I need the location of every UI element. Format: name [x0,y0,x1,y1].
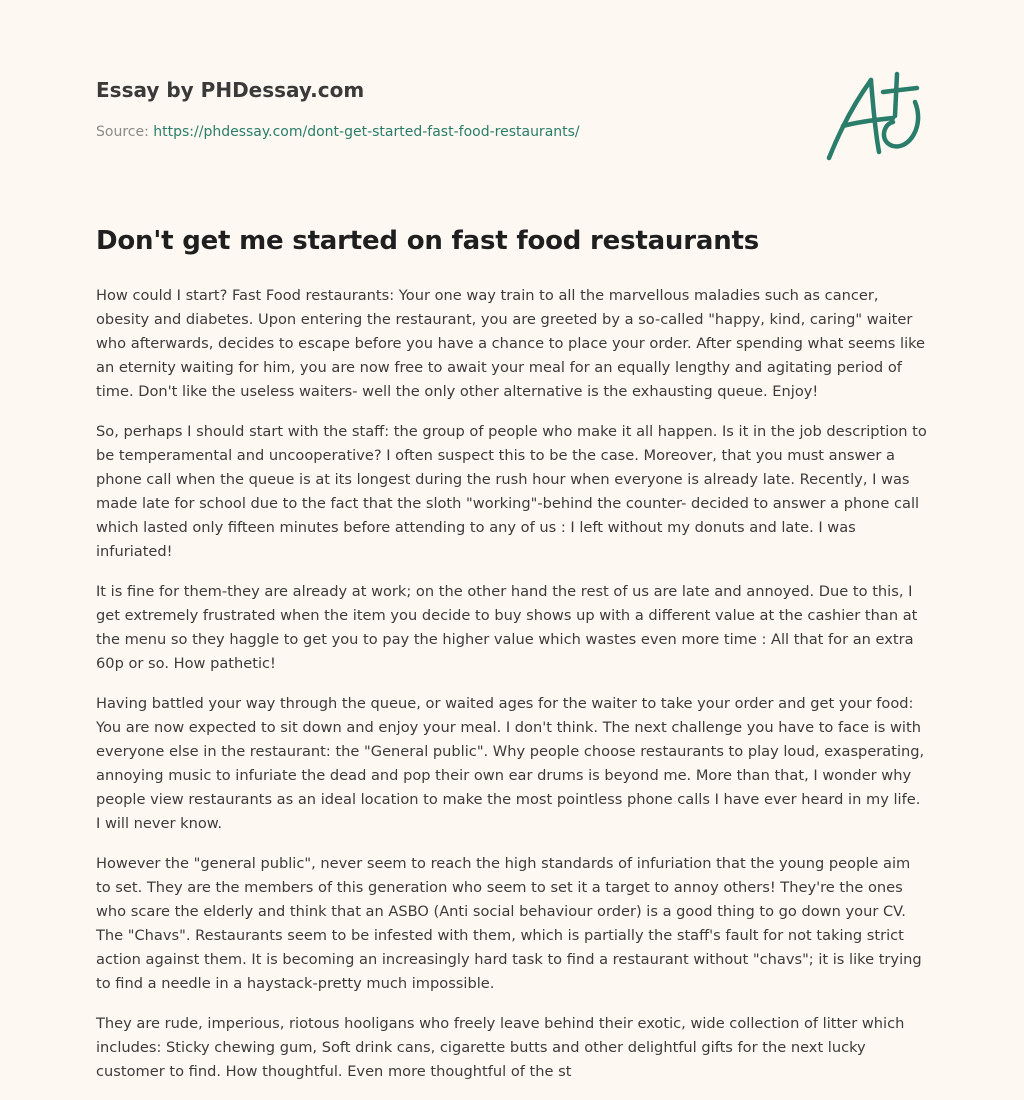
essay-paragraph: How could I start? Fast Food restaurants: Your one way train to all the marvellous maladies such as cancer, obesity and diabetes. Upon entering the restaurant, you are greeted by a so-called "happy, kind, caring" waiter who afterwards, decides to escape before you have a chance to place your order. After spending what seems like an eternity waiting for him, you are now free to await your meal for an equally lengthy and agitating period of time. Don't like the useless waiters- well the only other alternative is the exhausting queue. Enjoy! [96,287,926,400]
essay-paragraph: However the "general public", never seem to reach the high standards of infuriation that the young people aim to set. They are the members of this generation who seem to set it a target to annoy others! They're the ones who scare the elderly and think that an ASBO (Anti social behaviour order) is a good thing to go down your CV. The "Chavs". Restaurants seem to be infested with them, which is partially the staff's fault for not taking strict action against them. It is becoming an increasingly hard task to find a restaurant without "chavs"; it is like trying to find a needle in a haystack-pretty much impossible. [96,855,922,992]
essay-title: Don't get me started on fast food restaurants [96,226,760,256]
essay-paragraph: They are rude, imperious, riotous hooligans who freely leave behind their exotic, wide collection of litter which includes: Sticky chewing gum, Soft drink cans, cigarette butts and other delightful gifts for the next lucky customer to find. How thoughtful. Even more thoughtful of the st [96,1015,905,1080]
essay-body [96,284,928,1100]
source-label: Source: [96,124,154,140]
brand-title: Essay by PHDessay.com [96,78,365,102]
a-plus-logo-icon [823,66,927,166]
source-link[interactable]: https://phdessay.com/dont-get-started-fast-food-restaurants/ [153,124,580,140]
essay-paragraph: It is fine for them-they are already at work; on the other hand the rest of us are late and annoyed. Due to this, I get extremely frustrated when the item you decide to buy shows up with a different value at the cashier than at the menu so they haggle to get you to pay the higher value which wastes even more time : All that for an extra 60p or so. How pathetic! [96,583,918,672]
source-line [96,124,580,140]
essay-paragraph: Having battled your way through the queue, or waited ages for the waiter to take your order and get your food: You are now expected to sit down and enjoy your meal. I don't think. The next challenge you have to face is with everyone else in the restaurant: the "General public". Why people choose restaurants to play loud, exasperating, annoying music to infuriate the dead and pop their own ear drums is beyond me. More than that, I wonder why people view restaurants as an ideal location to make the most pointless phone calls I have ever heard in my life. I will never know. [96,695,925,832]
essay-paragraph: So, perhaps I should start with the staff: the group of people who make it all happen. Is it in the job description to be temperamental and uncooperative? I often suspect this to be the case. Moreover, that you must answer a phone call when the queue is at its longest during the rush hour when everyone is already late. Recently, I was made late for school due to the fact that the sloth "working"-behind the counter- decided to answer a phone call which lasted only fifteen minutes before attending to any of us : I left without my donuts and late. I was infuriated! [96,423,927,560]
